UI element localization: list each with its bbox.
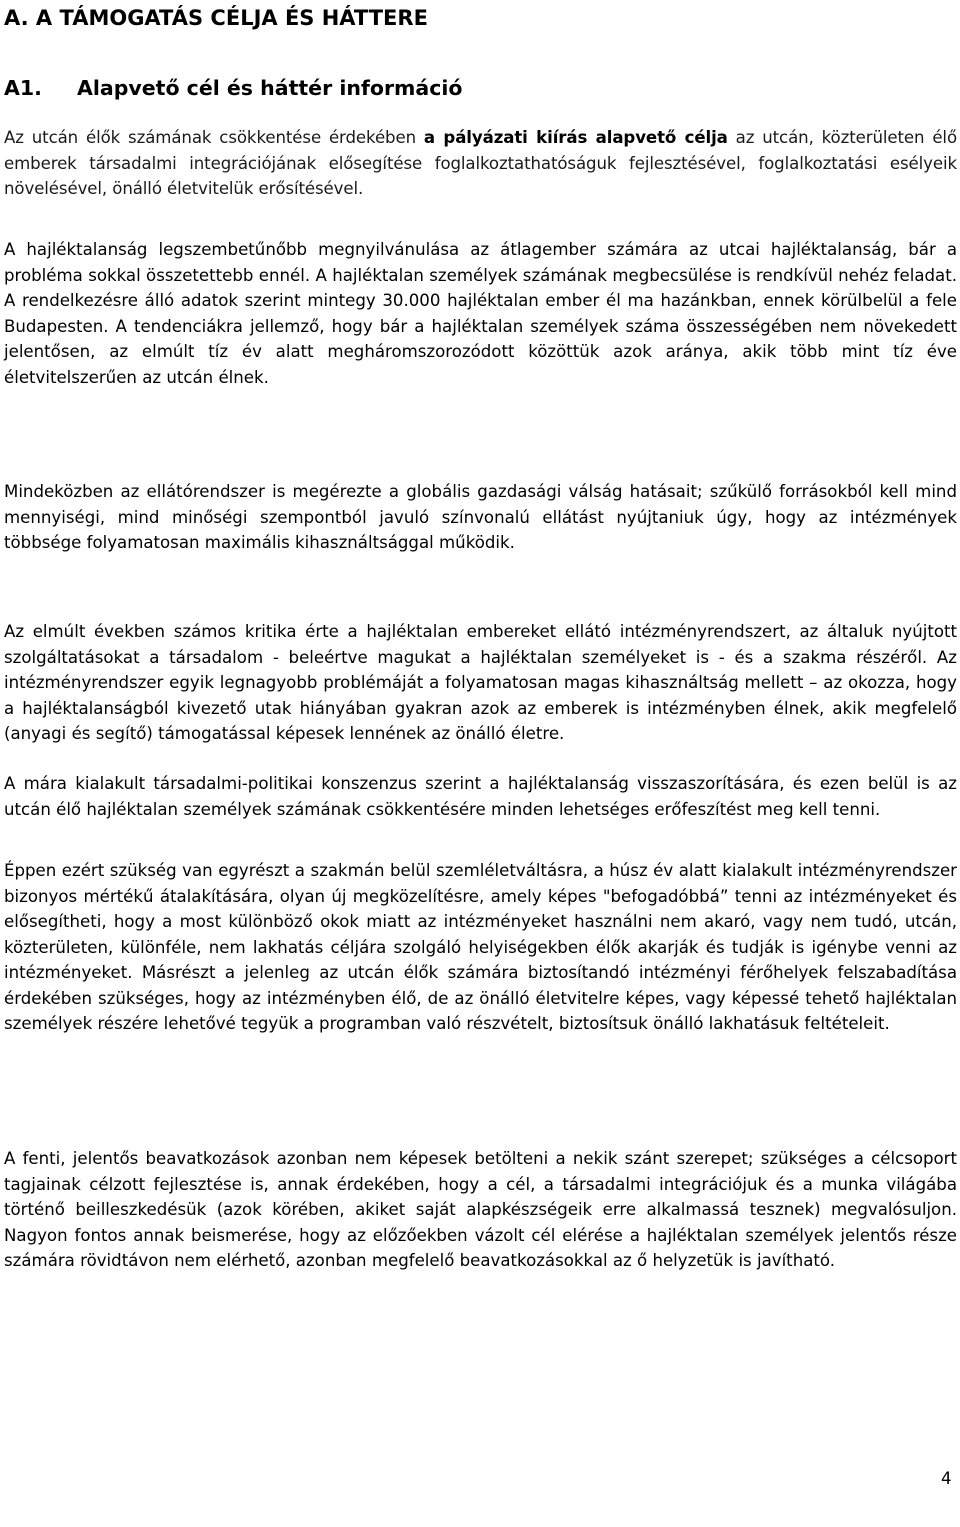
section-heading xyxy=(4,74,463,102)
paragraph-goal-intro: Az utcán élők számának csökkentése érdekében xyxy=(4,128,424,147)
paragraph-care-system: Mindeközben az ellátórendszer is megérezte a globális gazdasági válság hatásait; szűkülő forrásokból kell mind mennyiségi, mind minőségi szempontból javuló színvonalú ellátást nyújtaniuk úgy, hogy az intézmények többsége folyamatosan maximális kihasználtsággal működik. xyxy=(4,482,957,552)
paragraph-consensus: A mára kialakult társadalmi-politikai konszenzus szerint a hajléktalanság visszaszorítására, és ezen belül is az utcán élő hajléktalan személyek számának csökkentésére minden lehetséges erőfeszítést meg kell tenni. xyxy=(4,774,957,819)
paragraph-paradigm-shift: Éppen ezért szükség van egyrészt a szakmán belül szemléletváltásra, a húsz év alatt kialakult intézményrendszer bizonyos mértékű átalakítására, olyan új megközelítésre, amely képes "befogadóbbá” tenni az intézményeket és elősegítheti, hogy a most különböző okok miatt az intézményeket használni nem akaró, vagy nem tudó, utcán, közterületen, különféle, nem lakhatás céljára szolgáló helyiségekben élők akarják és tudják is igénybe venni az intézményeket. Másrészt a jelenleg az utcán élők számára biztosítandó intézményi férőhelyek felszabadítása érdekében szükséges, hogy az intézményben élő, de az önálló életvitelre képes, vagy képessé tehető hajléktalan személyek részére lehetővé tegyük a programban való részvételt, biztosítsuk önálló lakhatásuk feltételeit. xyxy=(4,861,957,1033)
page-number: 4 xyxy=(941,1469,952,1488)
section-title: Alapvető cél és háttér információ xyxy=(77,76,463,100)
section-number: A1. xyxy=(4,76,42,100)
paragraph-homelessness: A hajléktalanság legszembetűnőbb megnyilvánulása az átlagember számára az utcai hajléktalanság, bár a probléma sokkal összetettebb ennél. A hajléktalan személyek számának megbecsülése is rendkívül nehéz feladat. A rendelkezésre álló adatok szerint mintegy 30.000 hajléktalan ember él ma hazánkban, ennek körülbelül a fele Budapesten. A tendenciákra jellemző, hogy bár a hajléktalan személyek száma összességében nem növekedett jelentősen, az elmúlt tíz év alatt megháromszorozódott közöttük azok aránya, akik több mint tíz éve életvitelszerűen az utcán élnek. xyxy=(4,240,957,387)
paragraph-goal xyxy=(4,125,957,202)
paragraph-goal-rest: az utcán, közterületen élő emberek társadalmi integrációjának elősegítése foglalkoztathatóságuk fejlesztésével, foglalkoztatási esélyeik növelésével, önálló életvitelük erősítésével. xyxy=(4,128,957,199)
main-heading: A. A TÁMOGATÁS CÉLJA ÉS HÁTTERE xyxy=(4,6,428,30)
paragraph-interventions: A fenti, jelentős beavatkozások azonban nem képesek betölteni a nekik szánt szerepet; szükséges a célcsoport tagjainak célzott fejlesztése is, annak érdekében, hogy a cél, a társadalmi integrációjuk és a munka világába történő beilleszkedésük (azok körében, akiket saját alapkészségeik erre alkalmassá tesznek) megvalósuljon. Nagyon fontos annak beismerése, hogy az előzőekben vázolt cél elérése a hajléktalan személyek jelentős része számára rövidtávon nem elérhető, azonban megfelelő beavatkozásokkal az ő helyzetük is javítható. xyxy=(4,1149,957,1270)
paragraph-goal-emphasis: a pályázati kiírás alapvető célja xyxy=(423,128,728,147)
paragraph-criticism: Az elmúlt években számos kritika érte a hajléktalan embereket ellátó intézményrendszert, az általuk nyújtott szolgáltatásokat a társadalom - beleértve magukat a hajléktalan személyeket is - és a szakma részéről. Az intézményrendszer egyik legnagyobb problémáját a folyamatosan magas kihasználtság mellett – az okozza, hogy a hajléktalanságból kivezető utak hiányában gyakran azok az emberek is intézményben élnek, akik megfelelő (anyagi és segítő) támogatással képesek lennének az önálló életre. xyxy=(4,622,957,743)
